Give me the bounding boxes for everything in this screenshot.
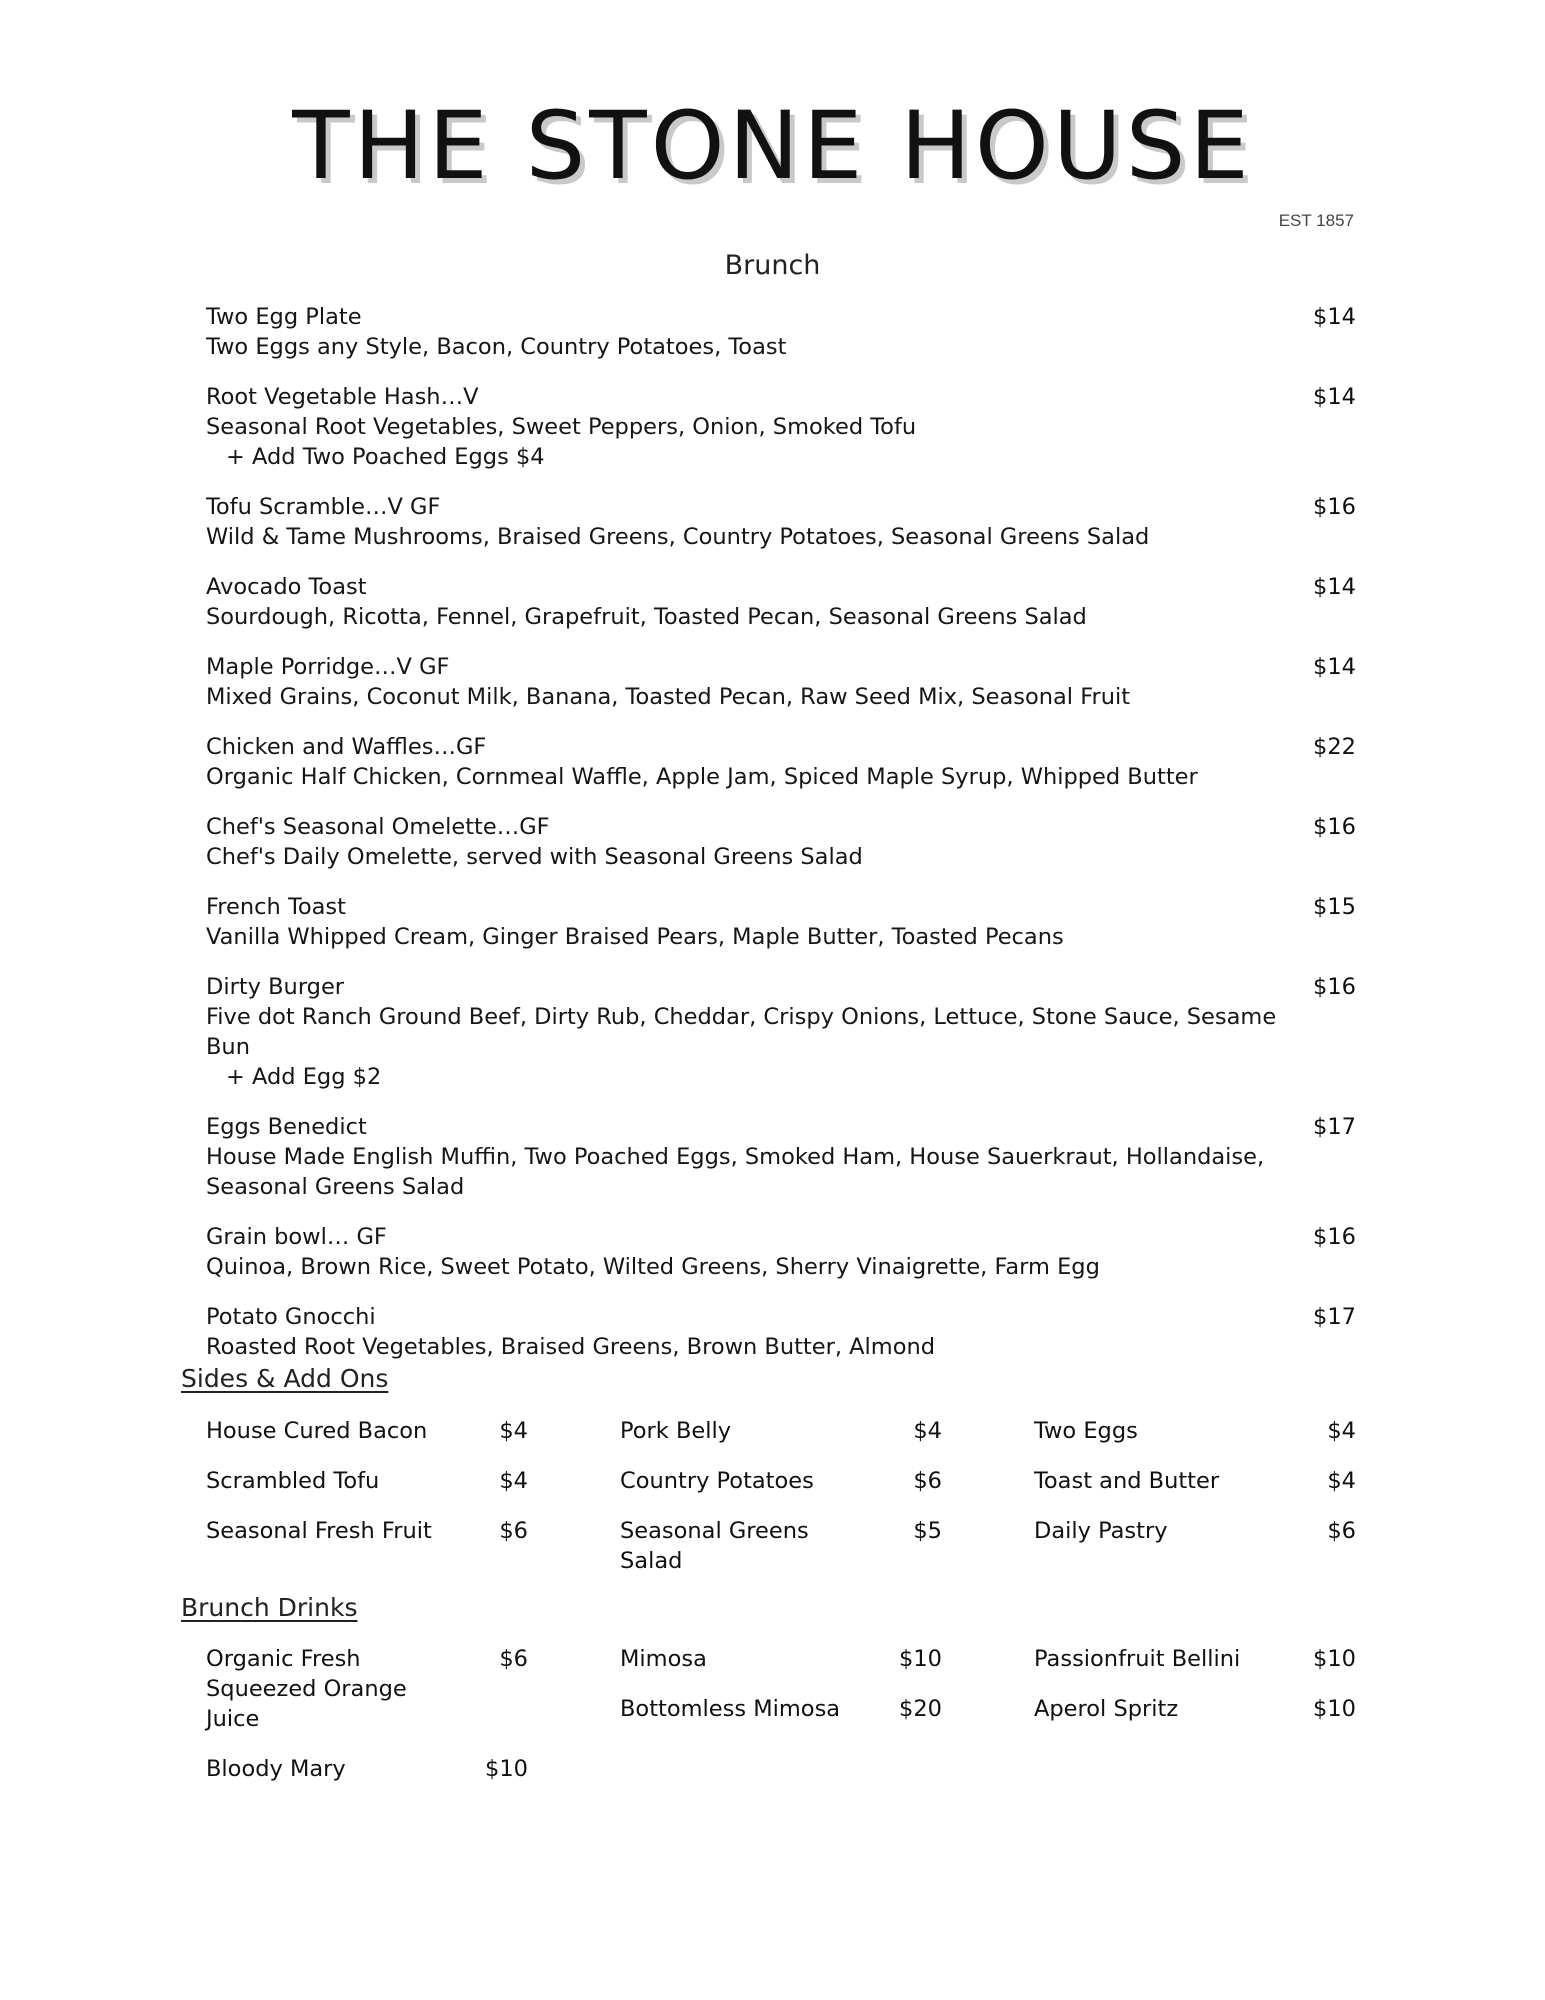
menu-item — [206, 812, 1356, 872]
item-price: $17 — [1313, 1304, 1356, 1330]
drink-name: Organic Fresh Squeezed Orange Juice — [206, 1646, 407, 1732]
drink-item — [1034, 1644, 1356, 1674]
menu-item — [206, 1112, 1356, 1202]
side-item — [206, 1516, 528, 1546]
menu-item — [206, 1302, 1356, 1362]
brunch-menu-list — [206, 302, 1356, 1382]
item-name: Eggs Benedict — [206, 1114, 367, 1140]
item-description: House Made English Muffin, Two Poached Eggs, Smoked Ham, House Sauerkraut, Hollandaise, Seasonal Greens Salad — [206, 1144, 1265, 1200]
side-price: $6 — [1327, 1518, 1356, 1544]
item-price: $16 — [1313, 1224, 1356, 1250]
side-item — [620, 1516, 942, 1576]
item-name: Chicken and Waffles…GF — [206, 734, 487, 760]
drinks-column — [620, 1644, 942, 1744]
drink-item — [206, 1644, 528, 1734]
drink-price: $10 — [1313, 1696, 1356, 1722]
side-name: House Cured Bacon — [206, 1418, 428, 1444]
drink-name: Bottomless Mimosa — [620, 1696, 841, 1722]
sides-heading: Sides & Add Ons — [181, 1364, 389, 1393]
item-name: Avocado Toast — [206, 574, 367, 600]
item-description: Quinoa, Brown Rice, Sweet Potato, Wilted Greens, Sherry Vinaigrette, Farm Egg — [206, 1254, 1100, 1280]
drinks-heading: Brunch Drinks — [181, 1593, 358, 1622]
side-name: Toast and Butter — [1034, 1468, 1220, 1494]
item-description: Vanilla Whipped Cream, Ginger Braised Pears, Maple Butter, Toasted Pecans — [206, 924, 1064, 950]
side-price: $6 — [499, 1518, 528, 1544]
menu-item — [206, 382, 1356, 472]
item-price: $16 — [1313, 974, 1356, 1000]
item-description: Seasonal Root Vegetables, Sweet Peppers, Onion, Smoked Tofu — [206, 414, 917, 440]
item-description: Five dot Ranch Ground Beef, Dirty Rub, Cheddar, Crispy Onions, Lettuce, Stone Sauce, Sesame Bun — [206, 1004, 1277, 1060]
item-name: Tofu Scramble…V GF — [206, 494, 441, 520]
item-price: $14 — [1313, 654, 1356, 680]
side-item — [1034, 1416, 1356, 1446]
item-description: Mixed Grains, Coconut Milk, Banana, Toasted Pecan, Raw Seed Mix, Seasonal Fruit — [206, 684, 1131, 710]
item-name: Potato Gnocchi — [206, 1304, 376, 1330]
brunch-heading: Brunch — [724, 250, 821, 281]
menu-item — [206, 492, 1356, 552]
side-item — [620, 1466, 942, 1496]
sides-column — [206, 1416, 528, 1566]
restaurant-title: THE STONE HOUSE — [292, 92, 1253, 201]
item-name: Maple Porridge…V GF — [206, 654, 450, 680]
drink-name: Aperol Spritz — [1034, 1696, 1179, 1722]
menu-item — [206, 892, 1356, 952]
item-price: $14 — [1313, 574, 1356, 600]
side-price: $4 — [1327, 1468, 1356, 1494]
side-item — [206, 1466, 528, 1496]
side-name: Two Eggs — [1034, 1418, 1138, 1444]
item-description: Sourdough, Ricotta, Fennel, Grapefruit, Toasted Pecan, Seasonal Greens Salad — [206, 604, 1087, 630]
side-name: Country Potatoes — [620, 1468, 814, 1494]
item-name: French Toast — [206, 894, 346, 920]
sides-column — [620, 1416, 942, 1596]
side-name: Seasonal Fresh Fruit — [206, 1518, 432, 1544]
item-name: Chef's Seasonal Omelette…GF — [206, 814, 550, 840]
item-price: $16 — [1313, 494, 1356, 520]
menu-item — [206, 652, 1356, 712]
side-item — [206, 1416, 528, 1446]
side-name: Scrambled Tofu — [206, 1468, 380, 1494]
menu-item — [206, 302, 1356, 362]
side-price: $4 — [913, 1418, 942, 1444]
drink-item — [206, 1754, 528, 1784]
drink-price: $10 — [485, 1756, 528, 1782]
item-description: Organic Half Chicken, Cornmeal Waffle, Apple Jam, Spiced Maple Syrup, Whipped Butter — [206, 764, 1198, 790]
menu-item — [206, 972, 1356, 1092]
item-price: $14 — [1313, 304, 1356, 330]
drinks-column — [1034, 1644, 1356, 1744]
side-price: $4 — [499, 1418, 528, 1444]
item-name: Root Vegetable Hash…V — [206, 384, 479, 410]
side-item — [620, 1416, 942, 1446]
item-addon: + Add Two Poached Eggs $4 — [226, 444, 545, 470]
item-price: $17 — [1313, 1114, 1356, 1140]
drinks-column — [206, 1644, 528, 1804]
item-price: $15 — [1313, 894, 1356, 920]
drink-item — [1034, 1694, 1356, 1724]
drink-price: $10 — [1313, 1646, 1356, 1672]
menu-item — [206, 1222, 1356, 1282]
side-price: $6 — [913, 1468, 942, 1494]
drink-price: $10 — [899, 1646, 942, 1672]
item-name: Two Egg Plate — [206, 304, 362, 330]
item-price: $14 — [1313, 384, 1356, 410]
side-price: $4 — [499, 1468, 528, 1494]
item-price: $16 — [1313, 814, 1356, 840]
side-name: Daily Pastry — [1034, 1518, 1168, 1544]
drink-item — [620, 1644, 942, 1674]
item-addon: + Add Egg $2 — [226, 1064, 382, 1090]
menu-item — [206, 732, 1356, 792]
item-description: Roasted Root Vegetables, Braised Greens, Brown Butter, Almond — [206, 1334, 936, 1360]
sides-column — [1034, 1416, 1356, 1566]
side-name: Pork Belly — [620, 1418, 732, 1444]
item-price: $22 — [1313, 734, 1356, 760]
item-name: Dirty Burger — [206, 974, 345, 1000]
drink-item — [620, 1694, 942, 1724]
item-description: Chef's Daily Omelette, served with Seasonal Greens Salad — [206, 844, 863, 870]
drink-price: $6 — [499, 1646, 528, 1672]
drink-name: Mimosa — [620, 1646, 707, 1672]
side-price: $4 — [1327, 1418, 1356, 1444]
side-item — [1034, 1466, 1356, 1496]
item-description: Wild & Tame Mushrooms, Braised Greens, Country Potatoes, Seasonal Greens Salad — [206, 524, 1150, 550]
side-item — [1034, 1516, 1356, 1546]
established-label: EST 1857 — [1278, 211, 1354, 230]
side-price: $5 — [913, 1518, 942, 1544]
item-description: Two Eggs any Style, Bacon, Country Potatoes, Toast — [206, 334, 787, 360]
drink-name: Bloody Mary — [206, 1756, 346, 1782]
item-name: Grain bowl… GF — [206, 1224, 387, 1250]
drink-name: Passionfruit Bellini — [1034, 1646, 1241, 1672]
drink-price: $20 — [899, 1696, 942, 1722]
menu-item — [206, 572, 1356, 632]
side-name: Seasonal Greens Salad — [620, 1518, 809, 1574]
